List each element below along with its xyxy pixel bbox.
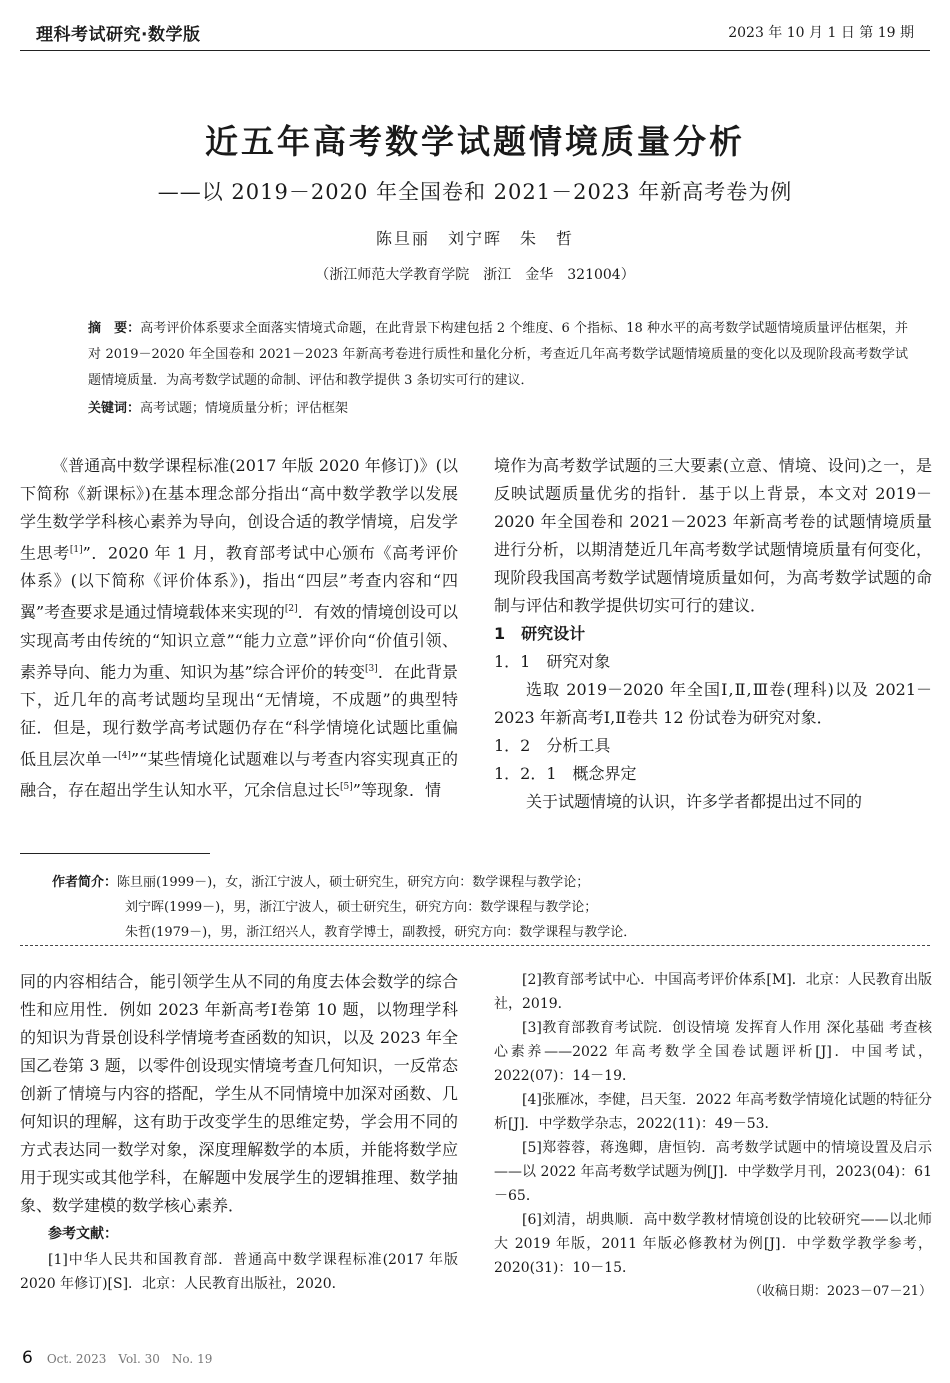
reference-item: [6]刘清，胡典顺．高中数学教材情境创设的比较研究——以北师大 2019 年版，2011 年版必修教材为例[J]．中学数学教学参考，2020(31)：10－15． xyxy=(494,1212,932,1276)
footnote-rule xyxy=(20,853,210,854)
reference-item: [1]中华人民共和国教育部．普通高中数学课程标准(2017 年版 2020 年修订)[S]．北京：人民教育出版社，2020． xyxy=(20,1252,458,1292)
received-date: （收稿日期：2023－07－21） xyxy=(748,1284,932,1299)
author-bios xyxy=(52,870,912,945)
abstract xyxy=(88,316,908,394)
citation-2[interactable]: [2] xyxy=(284,604,298,615)
citation-4[interactable]: [4] xyxy=(118,750,131,761)
abstract-text: 高考评价体系要求全面落实情境式命题，在此背景下构建包括 2 个维度、6 个指标、18 种水平的高考数学试题情境质量评估框架，并对 2019－2020 年全国卷和 2021－2023 年新高考卷进行质性和量化分析，考查近几年高考数学试题情境质量的变化以及现阶段高考数学试题情境质量．为高考数学试题的命制、评估和教学提供 3 条切实可行的建议． xyxy=(88,321,908,388)
reference-item: [2]教育部考试中心．中国高考评价体系[M]．北京：人民教育出版社，2019． xyxy=(494,972,932,1012)
intro-paragraph: 《普通高中数学课程标准(2017 年版 2020 年修订)》(以下简称《新课标》)在基本理念部分指出“高中数学教学以发展学生数学学科核心素养为导向，创设合适的教学情境，启发学生思考[1]”．2020 年 1 月，教育部考试中心颁布《高考评价体系》(以下简称《评价体系》)，指出“四层”考查内容和“四翼”考查要求是通过情境载体来实现的[2]．有效的情境创设可以实现高考由传统的“知识立意”“能力立意”评价向“价值引领、素养导向、能力为重、知识为基”综合评价的转变[3]．在此背景下，近几年的高考试题均呈现出“无情境，不成题”的典型特征．但是，现行数学高考试题仍存在“科学情境化试题比重偏低且层次单一[4]”“某些情境化试题难以与考查内容实现真正的融合，存在超出学生认知水平，冗余信息过长[5]”等现象．情 xyxy=(20,456,458,800)
abstract-label: 摘 要： xyxy=(88,321,141,336)
footer-date: Oct. 2023 xyxy=(46,1352,107,1366)
dashed-separator xyxy=(20,945,930,946)
page-bottom-right-column xyxy=(494,968,932,1304)
journal-name: 理科考试研究·数学版 xyxy=(36,25,201,45)
header-rule xyxy=(20,50,930,51)
keywords-label: 关键词： xyxy=(88,401,141,416)
body-column-left xyxy=(20,452,458,805)
bio-line-2: 刘宁晖(1999－)，男，浙江宁波人，硕士研究生，研究方向：数学课程与教学论； xyxy=(125,900,598,915)
footer-volume: Vol. 30 xyxy=(118,1352,160,1366)
keywords xyxy=(88,396,908,422)
citation-3[interactable]: [3] xyxy=(365,663,378,674)
article-authors: 陈旦丽 刘宁晖 朱 哲 xyxy=(375,229,574,248)
reference-item: [5]郑蓉蓉，蒋逸卿，唐恒钧．高考数学试题中的情境设置及启示——以 2022 年高考数学试题为例[J]．中学数学月刊，2023(04)：61－65． xyxy=(494,1140,932,1204)
reference-item: [3]教育部教育考试院．创设情境 发挥育人作用 深化基础 考查核心素养——2022 年高考数学全国卷试题评析[J]．中国考试，2022(07)：14－19． xyxy=(494,1020,932,1084)
body-column-right xyxy=(494,452,932,816)
keywords-text: 高考试题；情境质量分析；评估框架 xyxy=(140,401,349,416)
concept-paragraph: 关于试题情境的认识，许多学者都提出过不同的 xyxy=(526,792,863,811)
article-title: 近五年高考数学试题情境质量分析 xyxy=(205,122,745,161)
footer-number: No. 19 xyxy=(171,1352,213,1366)
bio-line-1: 陈旦丽(1999－)，女，浙江宁波人，硕士研究生，研究方向：数学课程与教学论； xyxy=(117,875,590,890)
article-subtitle: ——以 2019－2020 年全国卷和 2021－2023 年新高考卷为例 xyxy=(157,180,793,204)
section-heading-1-1: 1．1 研究对象 xyxy=(494,652,611,671)
section-heading-1: 1 研究设计 xyxy=(494,624,586,643)
citation-1[interactable]: [1] xyxy=(69,545,83,555)
article-affiliation: （浙江师范大学教育学院 浙江 金华 321004） xyxy=(315,267,635,283)
issue-date: 2023 年 10 月 1 日 第 19 期 xyxy=(728,25,914,41)
conclusion-paragraph: 同的内容相结合，能引领学生从不同的角度去体会数学的综合性和应用性．例如 2023 年新高考Ⅰ卷第 10 题，以物理学科的知识为背景创设科学情境考查函数的知识，以及 2023 年全国乙卷第 3 题，以零件创设现实情境考查几何知识，一反常态创新了情境与内容的搭配，学生从不同情境中加深对函数、几何知识的理解，这有助于改变学生的思维定势，学会用不同的方式表达同一数学对象，深度理解数学的本质，并能将数学应用于现实或其他学科，在解题中发展学生的逻辑推理、数学抽象、数学建模的数学核心素养． xyxy=(20,972,458,1215)
intro-continuation: 境作为高考数学试题的三大要素(立意、情境、设问)之一，是反映试题质量优劣的指针．基于以上背景，本文对 2019－2020 年全国卷和 2021－2023 年新高考卷的试题情境质量进行分析，以期清楚近几年高考数学试题情境质量有何变化，现阶段我国高考数学试题情境质量如何，为高考数学试题的命制与评估和教学提供切实可行的建议． xyxy=(494,456,932,615)
reference-item: [4]张雁冰，李健，吕天玺．2022 年高考数学情境化试题的特征分析[J]．中学数学杂志，2022(11)：49－53． xyxy=(494,1092,932,1132)
references-title: 参考文献： xyxy=(48,1226,118,1242)
section-heading-1-2-1: 1．2．1 概念界定 xyxy=(494,764,637,783)
citation-5[interactable]: [5] xyxy=(340,782,353,793)
research-object-paragraph: 选取 2019－2020 年全国Ⅰ,Ⅱ,Ⅲ卷(理科)以及 2021－2023 年新高考Ⅰ,Ⅱ卷共 12 份试卷为研究对象． xyxy=(494,680,932,727)
bio-label: 作者简介： xyxy=(52,875,118,890)
page-footer xyxy=(22,1348,224,1368)
section-heading-1-2: 1．2 分析工具 xyxy=(494,736,611,755)
bio-line-3: 朱哲(1979－)，男，浙江绍兴人，教育学博士，副教授，研究方向：数学课程与教学论． xyxy=(125,925,637,940)
page-bottom-left-column xyxy=(20,968,458,1296)
page-number: 6 xyxy=(22,1348,33,1368)
